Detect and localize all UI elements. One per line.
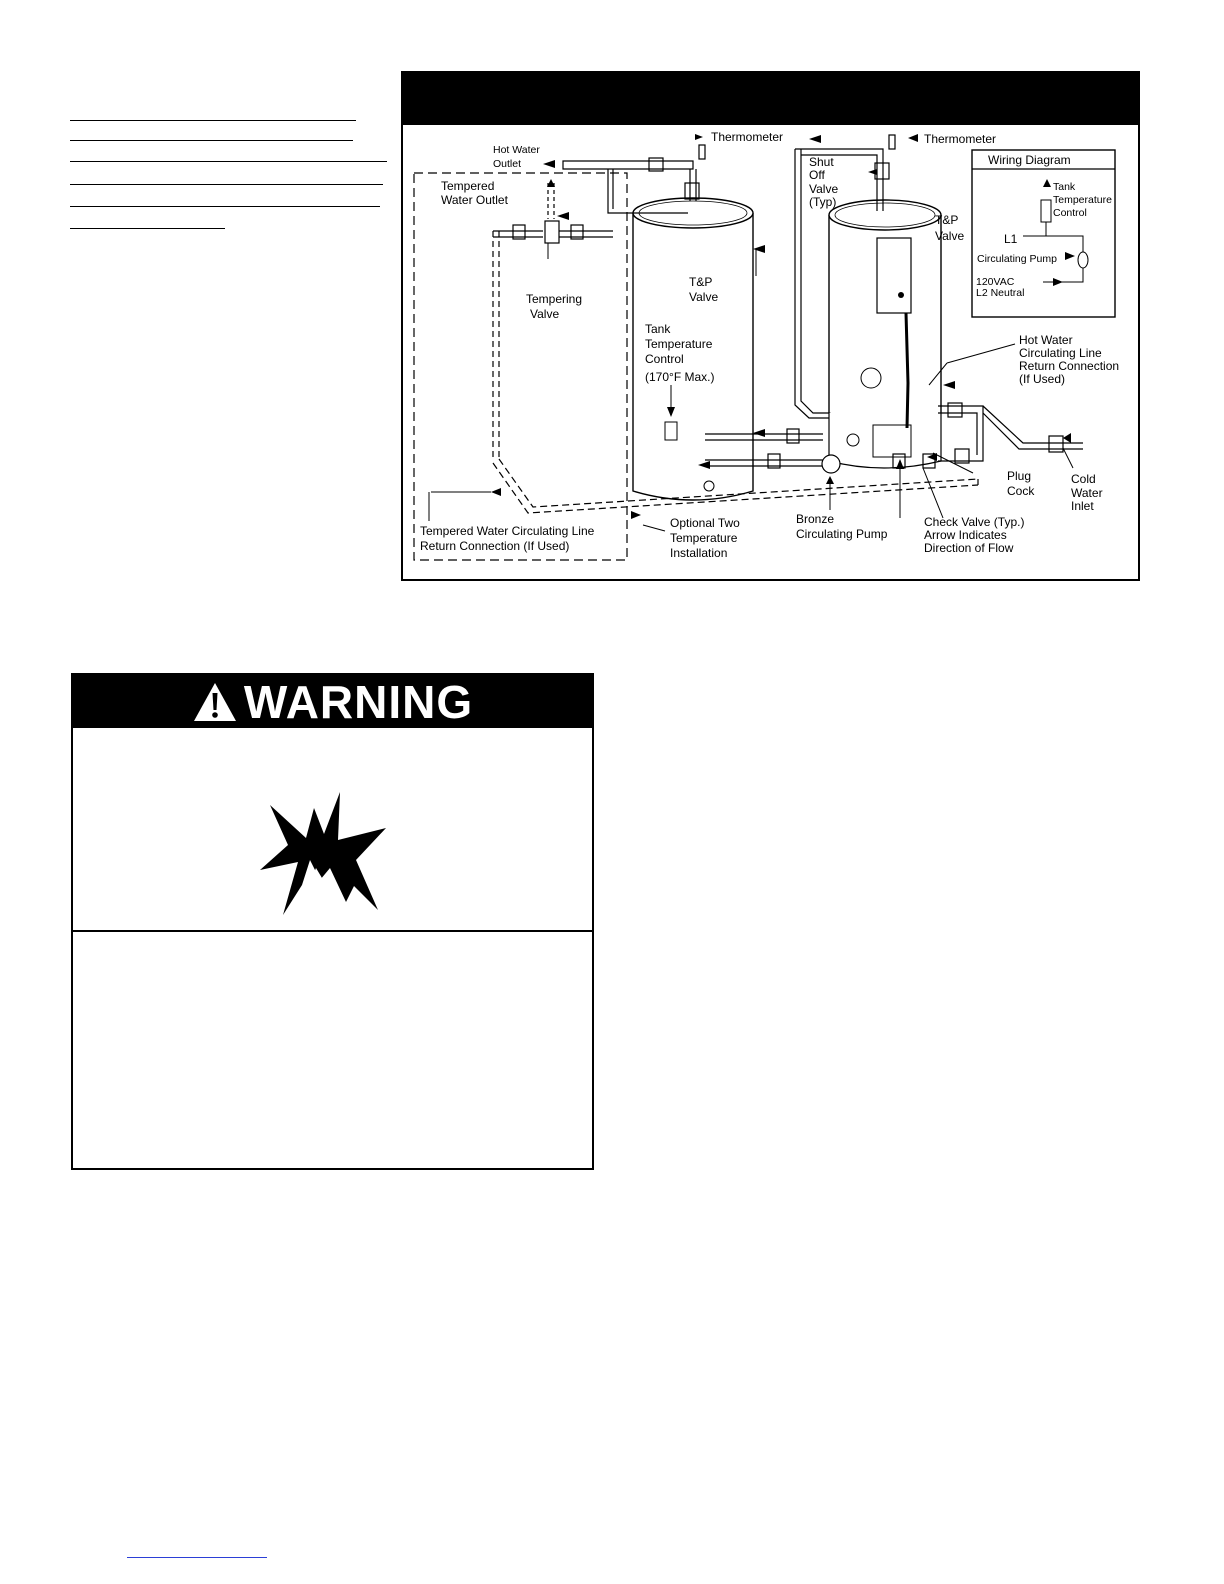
label-bronze-pump-1: Bronze [796, 512, 835, 526]
label-hot-water-outlet-2: Outlet [493, 158, 522, 170]
text-line-1 [70, 120, 356, 121]
label-tempered-circ-2: Return Connection (If Used) [420, 539, 570, 553]
label-optional-2: Temperature [670, 531, 738, 545]
label-tempered-outlet-1: Tempered [441, 179, 495, 193]
warning-header [73, 675, 592, 728]
label-check-valve-3: Direction of Flow [924, 541, 1014, 555]
label-tp-valve-left-1: T&P [689, 275, 713, 289]
wiring-pump: Circulating Pump [977, 253, 1057, 265]
wiring-tank-control-3: Control [1053, 207, 1087, 219]
label-tank-temp-1: Tank [645, 322, 671, 336]
label-hw-circ-1: Hot Water [1019, 333, 1073, 347]
warning-title: WARNING [243, 675, 474, 728]
text-line-5 [70, 206, 380, 207]
label-shut-off-2: Off [809, 168, 825, 182]
label-tempered-outlet-2: Water Outlet [441, 193, 508, 207]
label-hot-water-outlet-1: Hot Water [493, 144, 540, 156]
wiring-tank-control-2: Temperature [1053, 194, 1112, 206]
label-thermometer-right: Thermometer [924, 132, 997, 146]
label-cold-inlet-2: Water [1071, 486, 1103, 500]
label-cold-inlet-1: Cold [1071, 472, 1096, 486]
warning-box [71, 673, 594, 1170]
label-cold-inlet-3: Inlet [1071, 499, 1094, 513]
wiring-tank-control-1: Tank [1053, 181, 1076, 193]
installation-diagram [401, 71, 1140, 581]
warning-triangle-icon [192, 681, 238, 723]
label-shut-off-3: Valve [809, 182, 839, 196]
warning-divider [73, 930, 592, 932]
wiring-l1: L1 [1004, 232, 1018, 246]
label-optional-3: Installation [670, 546, 728, 560]
label-hw-circ-3: Return Connection [1019, 359, 1120, 373]
piping-illustration [403, 73, 1142, 583]
wiring-neutral: L2 Neutral [976, 287, 1025, 299]
text-line-3 [70, 161, 387, 162]
label-check-valve-2: Arrow Indicates [924, 528, 1007, 542]
label-tank-temp-2: Temperature [645, 337, 713, 351]
label-thermometer-left: Thermometer [711, 130, 784, 144]
label-tp-valve-left-2: Valve [689, 290, 719, 304]
label-shut-off-4: (Typ) [809, 195, 837, 209]
right-water-heater [829, 200, 941, 468]
label-shut-off-1: Shut [809, 155, 834, 169]
label-plug-cock-2: Cock [1007, 484, 1035, 498]
label-optional-1: Optional Two [670, 516, 740, 530]
text-line-2 [70, 140, 353, 141]
text-line-4 [70, 184, 383, 185]
label-tempered-circ-1: Tempered Water Circulating Line [420, 524, 595, 538]
tempering-valve-piping [493, 183, 613, 461]
text-line-6 [70, 228, 225, 229]
label-tempering-valve-2: Valve [530, 307, 560, 321]
explosion-icon [258, 790, 388, 920]
label-hw-circ-2: Circulating Line [1019, 346, 1102, 360]
label-plug-cock-1: Plug [1007, 469, 1032, 483]
label-hw-circ-4: (If Used) [1019, 372, 1066, 386]
label-bronze-pump-2: Circulating Pump [796, 527, 888, 541]
label-tp-valve-right-1: T&P [935, 213, 959, 227]
wiring-title: Wiring Diagram [988, 153, 1071, 167]
label-tempering-valve-1: Tempering [526, 292, 583, 306]
label-tank-temp-4: (170°F Max.) [645, 370, 715, 384]
label-tank-temp-3: Control [645, 352, 684, 366]
footer-link-underline[interactable] [127, 1557, 267, 1558]
label-tp-valve-right-2: Valve [935, 229, 965, 243]
label-check-valve-1: Check Valve (Typ.) [924, 515, 1025, 529]
wiring-voltage: 120VAC [976, 276, 1015, 288]
